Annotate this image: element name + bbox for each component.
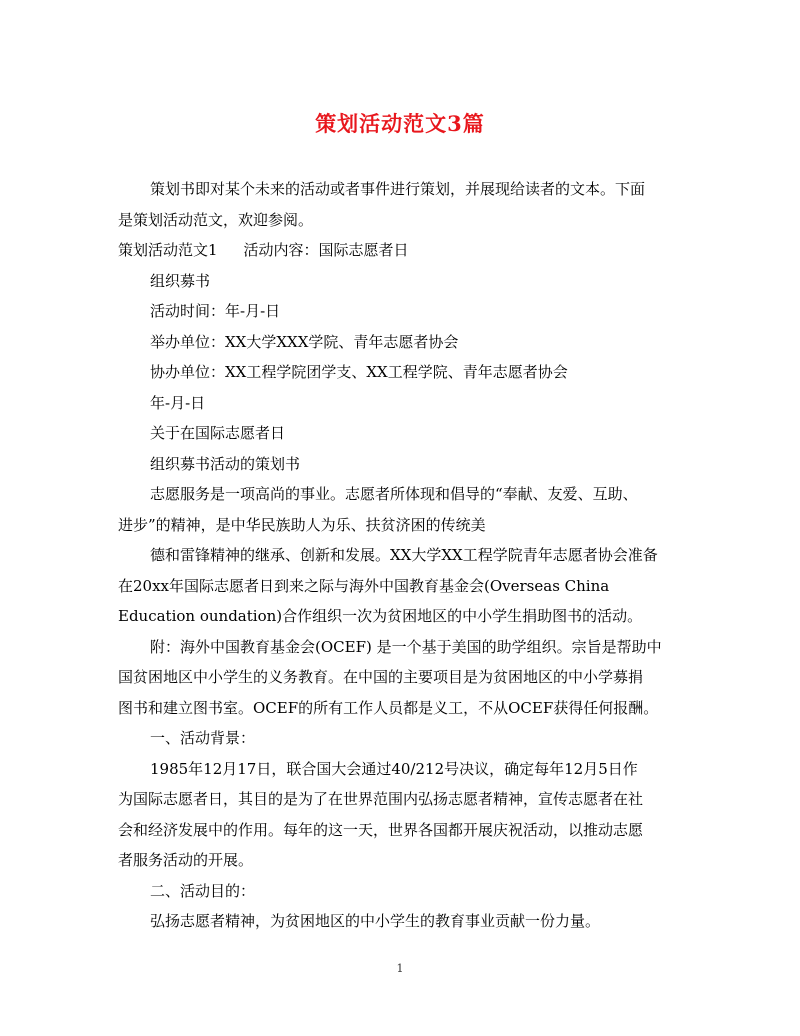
paragraph-line: 者服务活动的开展。 xyxy=(118,851,254,869)
paragraph-line: 图书和建立图书室。OCEF的所有工作人员都是义工，不从OCEF获得任何报酬。 xyxy=(118,698,659,717)
paragraph-line: 组织募书活动的策划书 xyxy=(150,454,301,473)
paragraph-line: 一、活动背景： xyxy=(150,729,256,747)
section-label: 策划活动范文1 xyxy=(118,241,218,259)
paragraph-line: 德和雷锋精神的继承、创新和发展。XX大学XX工程学院青年志愿者协会准备 xyxy=(150,546,658,564)
paragraph-line: 会和经济发展中的作用。每年的这一天，世界各国都开展庆祝活动，以推动志愿 xyxy=(118,820,644,839)
paragraph-line: 国贫困地区中小学生的义务教育。在中国的主要项目是为贫困地区的中小学募捐 xyxy=(118,668,644,686)
paragraph-line: 在20xx年国际志愿者日到来之际与海外中国教育基金会(Overseas China xyxy=(118,576,610,595)
paragraph-line: 策划书即对某个未来的活动或者事件进行策划，并展现给读者的文本。下面 xyxy=(150,180,646,198)
paragraph-line: 二、活动目的： xyxy=(150,881,256,900)
page-number: 1 xyxy=(396,962,404,975)
paragraph-line xyxy=(118,235,678,266)
paragraph-line: 是策划活动范文，欢迎参阅。 xyxy=(118,210,314,229)
paragraph-line: 协办单位：XX工程学院团学支、XX工程学院、青年志愿者协会 xyxy=(150,363,568,381)
paragraph-line: 组织募书 xyxy=(150,271,211,290)
paragraph-text: 活动内容：国际志愿者日 xyxy=(243,241,409,259)
paragraph-line: 关于在国际志愿者日 xyxy=(150,424,286,442)
paragraph-line: 举办单位：XX大学XXX学院、青年志愿者协会 xyxy=(150,332,459,351)
paragraph-line: 弘扬志愿者精神，为贫困地区的中小学生的教育事业贡献一份力量。 xyxy=(150,912,601,930)
paragraph-line: 为国际志愿者日，其目的是为了在世界范围内弘扬志愿者精神，宣传志愿者在社 xyxy=(118,790,644,808)
document-body xyxy=(118,174,678,937)
paragraph-line: 1985年12月17日，联合国大会通过40/212号决议，确定每年12月5日作 xyxy=(150,759,638,778)
document-title: 策划活动范文3篇 xyxy=(315,111,485,136)
paragraph-line: Education oundation)合作组织一次为贫困地区的中小学生捐助图书的活动。 xyxy=(118,607,643,625)
paragraph-line: 活动时间：年-月-日 xyxy=(150,302,281,320)
paragraph-line: 进步”的精神，是中华民族助人为乐、扶贫济困的传统美 xyxy=(118,515,486,534)
paragraph-line: 志愿服务是一项高尚的事业。志愿者所体现和倡导的“奉献、友爱、互助、 xyxy=(150,485,638,503)
paragraph-line: 年-月-日 xyxy=(150,393,206,412)
paragraph-line: 附：海外中国教育基金会(OCEF) 是一个基于美国的助学组织。宗旨是帮助中 xyxy=(150,637,662,656)
